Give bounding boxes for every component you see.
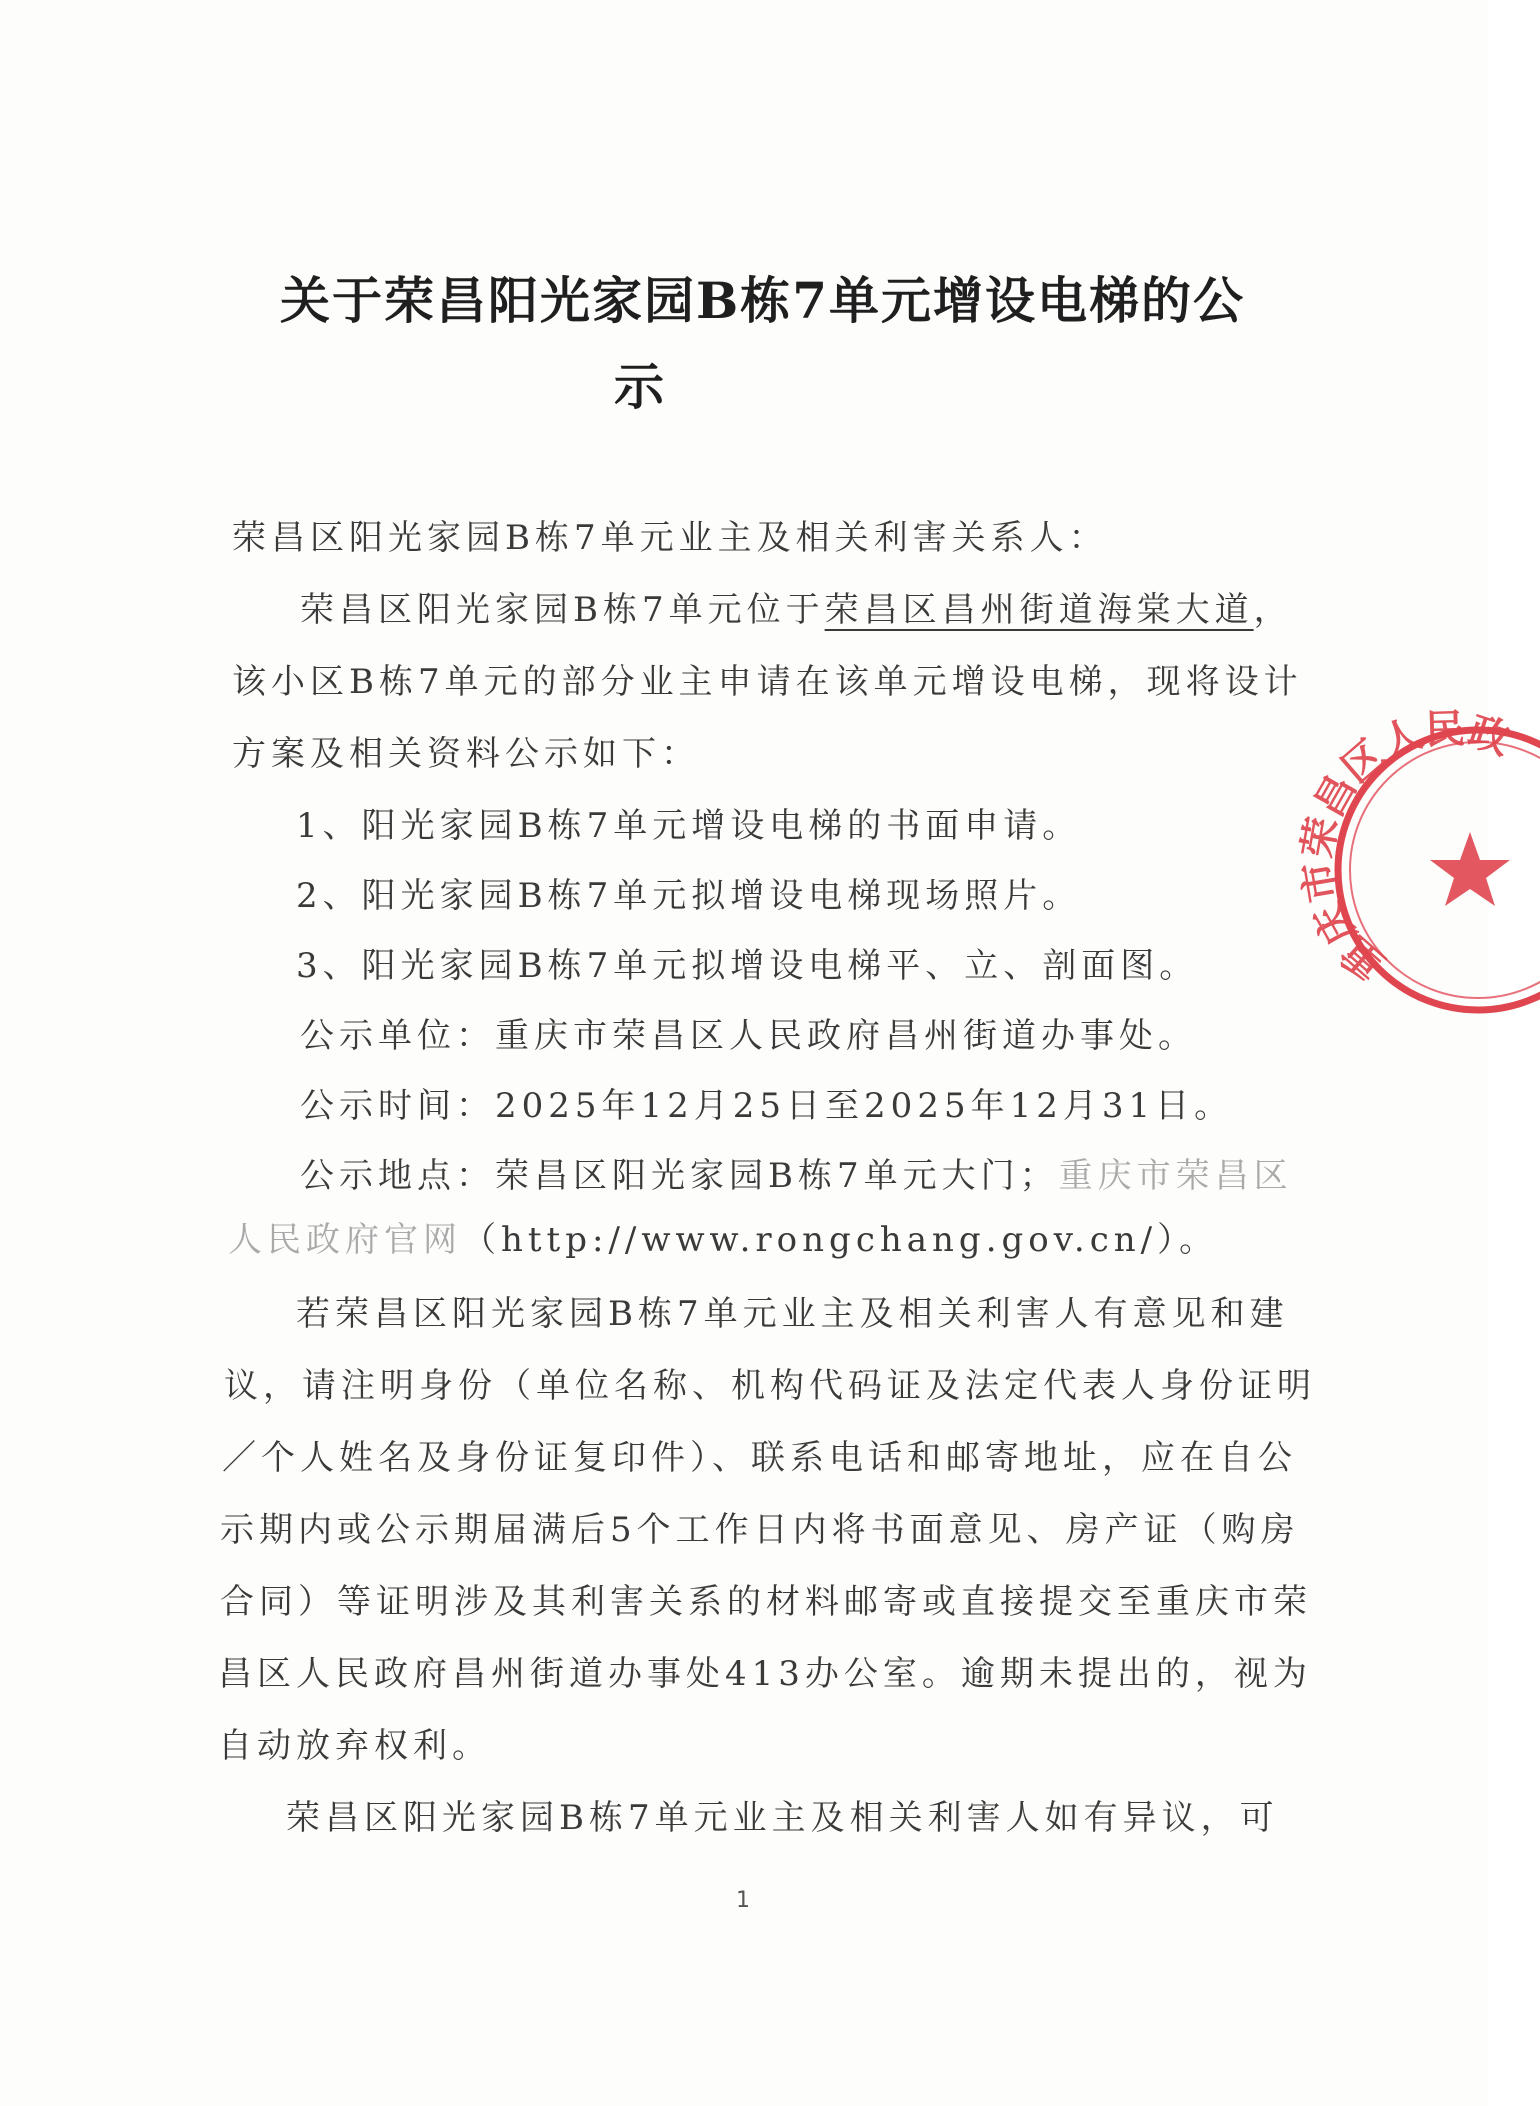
svg-text:重庆市荣昌区人民政府: [1294, 683, 1516, 989]
list-item: 2、阳光家园B栋7单元拟增设电梯现场照片。: [296, 876, 1082, 916]
intro-line-1: [300, 582, 1293, 631]
notice-place-faded-2: 人民政府官网: [228, 1220, 462, 1260]
objection-line: 自动放弃权利。: [218, 1726, 491, 1766]
notice-place-main: 公示地点：荣昌区阳光家园B栋7单元大门；: [300, 1156, 1059, 1196]
website-url: （http://www.rongchang.gov.cn/）。: [462, 1220, 1219, 1260]
intro-line-2: 该小区B栋7单元的部分业主申请在该单元增设电梯，现将设计: [232, 662, 1303, 702]
document-title: [280, 258, 1300, 430]
objection-line: 议，请注明身份（单位名称、机构代码证及法定代表人身份证明: [224, 1366, 1316, 1406]
seal-text: 重庆市荣昌区人民政府: [1293, 683, 1516, 990]
intro-line-1-prefix: 荣昌区阳光家园B栋7单元位于: [300, 590, 825, 630]
intro-line-3: 方案及相关资料公示如下：: [232, 734, 700, 774]
location-text: 荣昌区昌州街道海棠大道: [824, 590, 1254, 630]
title-line-1: 关于荣昌阳光家园B栋7单元增设电梯的公: [280, 271, 1246, 330]
notice-time: 公示时间：2025年12月25日至2025年12月31日。: [300, 1086, 1234, 1126]
objection-line: ／个人姓名及身份证复印件）、联系电话和邮寄地址，应在自公: [222, 1438, 1297, 1478]
list-item: 3、阳光家园B栋7单元拟增设电梯平、立、剖面图。: [296, 946, 1199, 986]
objection-line: 示期内或公示期届满后5个工作日内将书面意见、房产证（购房: [220, 1510, 1300, 1550]
objection-line: 若荣昌区阳光家园B栋7单元业主及相关利害人有意见和建: [296, 1294, 1289, 1334]
salutation: 荣昌区阳光家园B栋7单元业主及相关利害关系人：: [232, 518, 1108, 558]
objection-line: 合同）等证明涉及其利害关系的材料邮寄或直接提交至重庆市荣: [220, 1582, 1312, 1622]
notice-unit: 公示单位：重庆市荣昌区人民政府昌州街道办事处。: [300, 1016, 1197, 1056]
official-seal-icon: [1293, 683, 1540, 1020]
list-item: 1、阳光家园B栋7单元增设电梯的书面申请。: [296, 806, 1082, 846]
final-paragraph: 荣昌区阳光家园B栋7单元业主及相关利害人如有异议，可: [286, 1798, 1279, 1838]
title-line-2: 示: [614, 357, 666, 416]
page-number: 1: [736, 1888, 750, 1913]
intro-line-1-suffix: ，: [1253, 590, 1293, 630]
objection-line: 昌区人民政府昌州街道办事处413办公室。逾期未提出的，视为: [218, 1654, 1312, 1694]
notice-place-faded: 重庆市荣昌区: [1058, 1156, 1293, 1196]
notice-place-line-1: [300, 1148, 1293, 1197]
notice-place-line-2: [228, 1212, 1218, 1261]
